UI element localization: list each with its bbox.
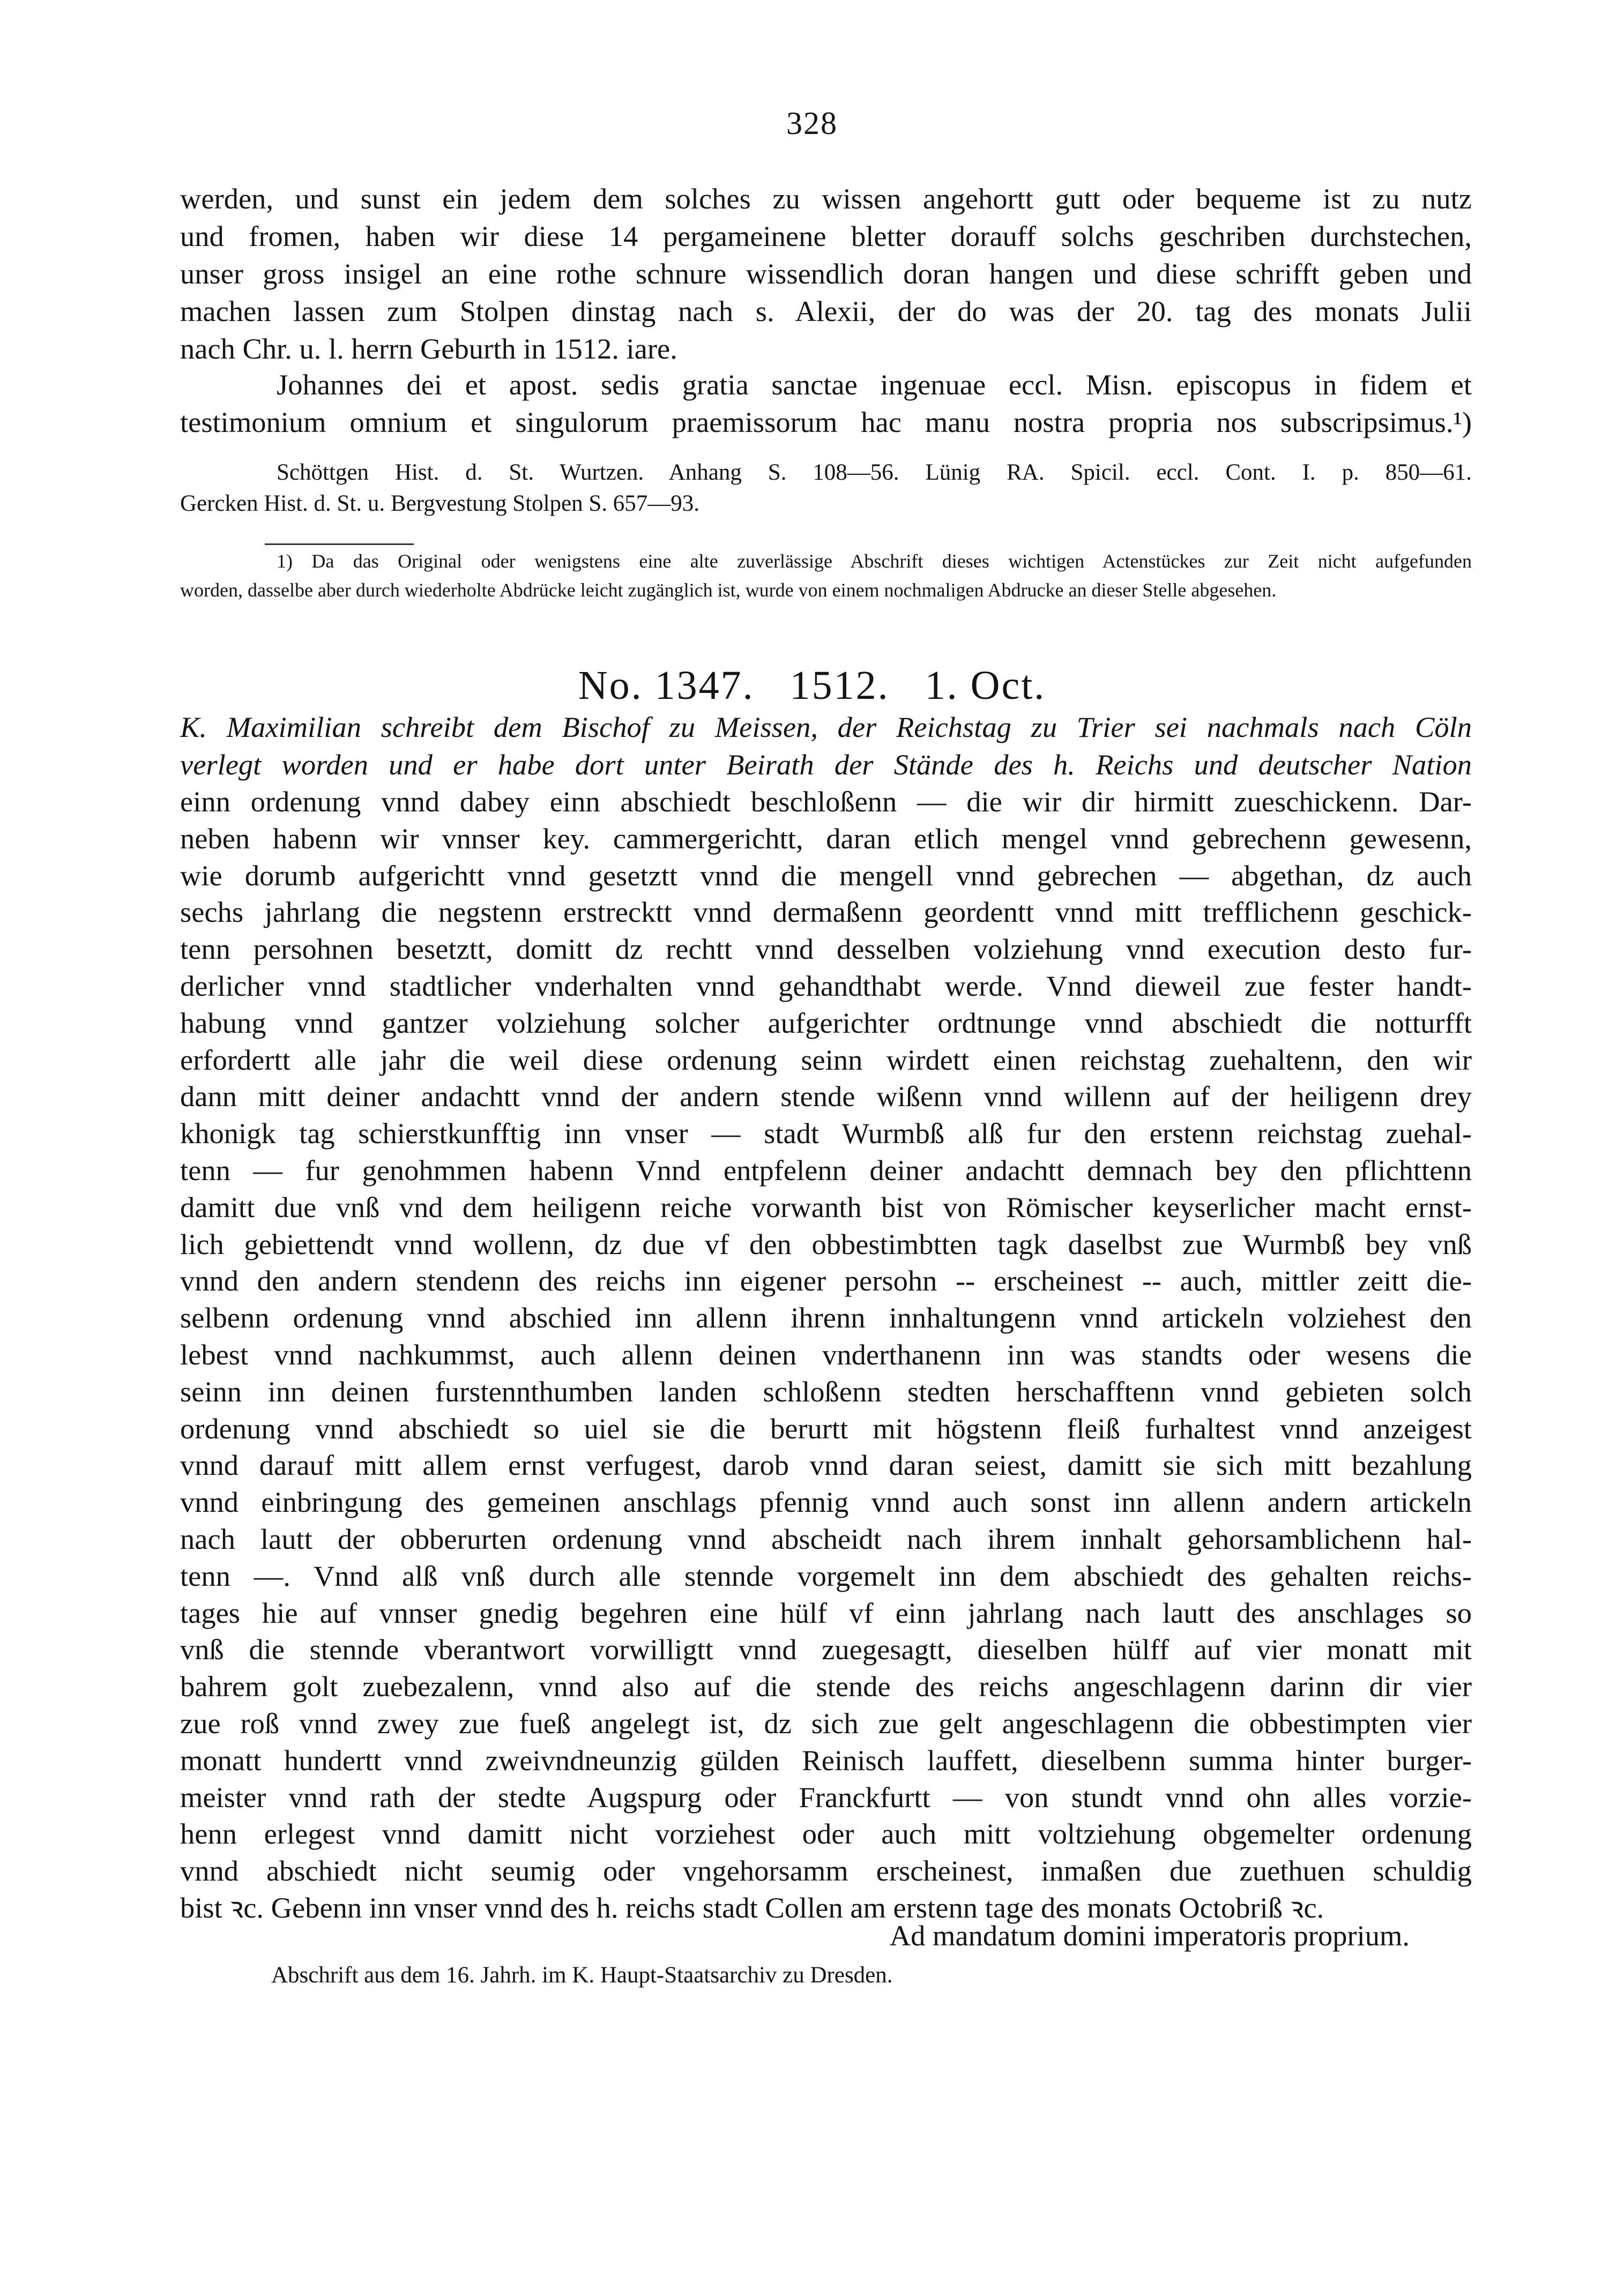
body-line: zue roß vnnd zwey zue fueß angelegt ist, dz sich zue gelt angeschlagenn die obbestimpten vier [180,1706,1472,1740]
text-line: nach Chr. u. l. herrn Geburth in 1512. iare. [180,332,677,365]
body-line: erfordertt alle jahr die weil diese ordenung seinn wirdett einen reichstag zuehaltenn, den wir [180,1043,1472,1076]
footnote-divider [265,543,414,545]
body-line: selbenn ordenung vnnd abschied inn allenn ihrenn innhaltungenn vnnd artickeln volziehest den [180,1301,1472,1334]
body-line: tenn — fur genohmmen habenn Vnnd entpfelenn deiner andachtt demnach bey den pflichttenn [180,1153,1472,1187]
footnote-line: worden, dasselbe aber durch wiederholte Abdrücke leicht zugänglich ist, wurde von einem nochmaligen Abdrucke an dieser Stelle abgesehen. [180,579,1277,601]
body-line: henn erlegest vnnd damitt nicht vorziehest oder auch mitt voltziehung obgemelter ordenung [180,1817,1472,1851]
continuation-paragraph [180,180,1472,368]
text-line: werden, und sunst ein jedem dem solches zu wissen angehortt gutt oder bequeme ist zu nutz [180,182,1472,215]
page-number: 328 [786,106,838,141]
summary-line: K. Maximilian schreibt dem Bischof zu Meissen, der Reichstag zu Trier sei nachmals nach Cöln [180,711,1472,743]
body-line: lich gebiettendt vnnd wollenn, dz due vf den obbestimbtten tagk daselbst zue Wurmbß bey vnß [180,1227,1472,1260]
body-line: sechs jahrlang die negstenn erstrecktt vnnd dermaßenn geordentt vnnd mitt trefflichenn geschick- [180,896,1472,929]
source-note: Abschrift aus dem 16. Jahrh. im K. Haupt-Staatsarchiv zu Dresden. [271,1963,893,1988]
body-line: tenn —. Vnnd alß vnß durch alle stennde vorgemelt inn dem abschiedt des gehalten reichs- [180,1559,1472,1592]
body-line: einn ordenung vnnd dabey einn abschiedt beschloßenn — die wir dir hirmitt zueschickenn. Dar- [180,785,1472,818]
body-line: damitt due vnß vnd dem heiligenn reiche vorwanth bist von Römischer keyserlicher macht ernst- [180,1190,1472,1224]
body-line: tages hie auf vnnser gnedig begehren eine hülf vf einn jahrlang nach lautt des anschlages so [180,1596,1472,1629]
text-line: und fromen, haben wir diese 14 pergameinene bletter dorauff solchs geschriben durchstechen, [180,220,1472,252]
body-line: vnnd den andern stendenn des reichs inn eigener persohn -- erscheinest -- auch, mittler zeitt die- [180,1264,1472,1297]
body-line: lebest vnnd nachkummst, auch allenn deinen vnderthanenn inn was standts oder wesens die [180,1338,1472,1371]
text-line: testimonium omnium et singulorum praemissorum hac manu nostra propria nos subscripsimus.¹) [180,406,1472,438]
body-line: neben habenn wir vnnser key. cammergerichtt, daran etlich mengel vnnd gebrechenn gewesenn, [180,822,1472,855]
body-line: vnnd abschiedt nicht seumig oder vngehorsamm erscheinest, inmaßen due zuethuen schuldig [180,1854,1472,1888]
document-heading: No. 1347. 1512. 1. Oct. [578,663,1046,708]
summary-line: verlegt worden und er habe dort unter Beirath der Stände des h. Reichs und deutscher Nation [180,748,1472,781]
citation-line: Schöttgen Hist. d. St. Wurtzen. Anhang S. 108—56. Lünig RA. Spicil. eccl. Cont. I. p. 850—61. [277,460,1472,485]
citation [180,457,1472,519]
body-line: seinn inn deinen furstennthumben landen schloßenn stedten herschafftenn vnnd gebieten solch [180,1375,1472,1408]
text-line: machen lassen zum Stolpen dinstag nach s. Alexii, der do was der 20. tag des monats Julii [180,295,1472,327]
body-line: vnnd einbringung des gemeinen anschlags pfennig vnnd auch sonst inn allenn andern artickeln [180,1486,1472,1519]
body-line: vnnd darauf mitt allem ernst verfugest, darob vnnd daran seiest, damitt sie sich mitt bezahlung [180,1449,1472,1482]
body-line: wie dorumb aufgerichtt vnnd gesetztt vnnd die mengell vnnd gebrechen — abgethan, dz auch [180,859,1472,892]
footnote [180,547,1472,605]
body-line: habung vnnd gantzer volziehung solcher aufgerichter ordtnunge vnnd abschiedt die notturfft [180,1006,1472,1039]
document-summary [180,708,1472,784]
subscription-paragraph [180,366,1472,441]
body-line: monatt hundertt vnnd zweivndneunzig gülden Reinisch lauffett, dieselbenn summa hinter burger- [180,1743,1472,1777]
body-line: khonigk tag schierstkunfftig inn vnser — stadt Wurmbß alß fur den erstenn reichstag zuehal- [180,1117,1472,1150]
body-line: tenn persohnen besetztt, domitt dz rechtt vnnd desselben volziehung vnnd execution desto fur- [180,933,1472,966]
citation-line: Gercken Hist. d. St. u. Bergvestung Stolpen S. 657—93. [180,491,700,516]
text-line: Johannes dei et apost. sedis gratia sanctae ingenuae eccl. Misn. episcopus in fidem et [277,368,1472,401]
body-line: nach lautt der obberurten ordenung vnnd abscheidt nach ihrem innhalt gehorsamblichenn hal- [180,1522,1472,1555]
signature-line: Ad mandatum domini imperatoris proprium. [889,1919,1410,1952]
body-line: derlicher vnnd stadtlicher vnderhalten vnnd gehandthabt werde. Vnnd dieweil zue fester handt- [180,969,1472,1002]
footnote-line: 1) Da das Original oder wenigstens eine alte zuverlässige Abschrift dieses wichtigen Actenstückes zur Zeit nicht aufgefunden [277,550,1472,572]
body-line: ordenung vnnd abschiedt so uiel sie die berurtt mit högstenn fleiß furhaltest vnnd anzeigest [180,1412,1472,1445]
document-body [180,784,1472,1927]
body-line: bahrem golt zuebezalenn, vnnd also auf die stende des reichs angeschlagenn darinn dir vier [180,1670,1472,1703]
body-line: meister vnnd rath der stedte Augspurg oder Franckfurtt — von stundt vnnd ohn alles vorzie- [180,1780,1472,1814]
body-line: vnß die stennde vberantwort vorwilligtt vnnd zuegesagtt, dieselben hülff auf vier monatt mit [180,1633,1472,1666]
text-line: unser gross insigel an eine rothe schnure wissendlich doran hangen und diese schrifft geben und [180,257,1472,290]
body-line: bist ꝛc. Gebenn inn vnser vnnd des h. reichs stadt Collen am erstenn tage des monats Octobriß ꝛc. [180,1891,1324,1924]
body-line: dann mitt deiner andachtt vnnd der andern stende wißenn vnnd willenn auf der heiligenn drey [180,1080,1472,1113]
